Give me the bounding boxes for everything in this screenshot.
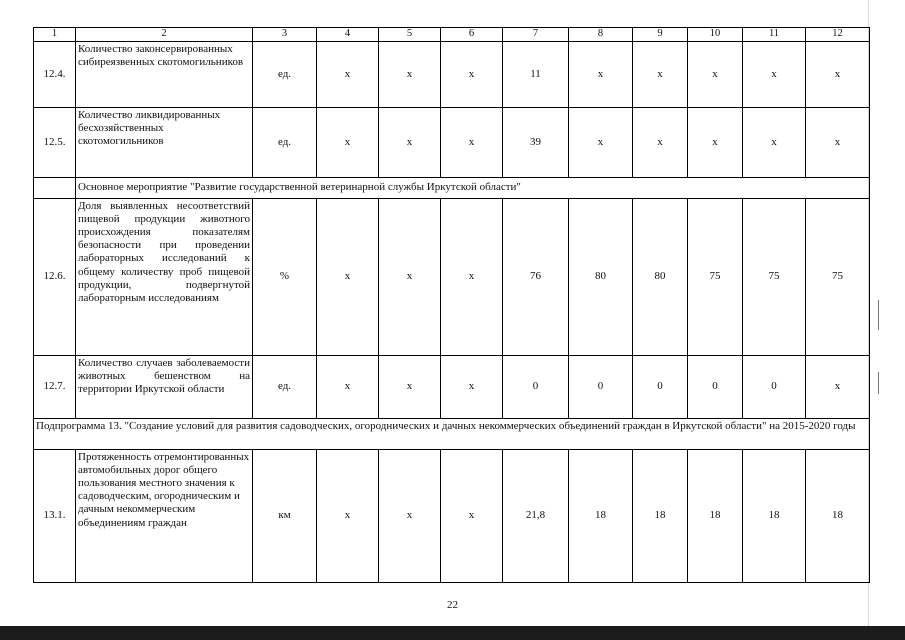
scan-mark — [878, 372, 879, 394]
indicator-name: Количество законсервированных сибиреязвенных скотомогильников — [76, 41, 253, 107]
value-cell: 21,8 — [503, 449, 569, 582]
page-number: 22 — [447, 599, 458, 611]
value-cell: x — [633, 107, 688, 177]
unit-cell: ед. — [253, 355, 317, 418]
value-cell: x — [633, 41, 688, 107]
value-cell: x — [379, 198, 441, 355]
scan-mark — [878, 300, 879, 330]
value-cell: x — [317, 355, 379, 418]
value-cell: 18 — [633, 449, 688, 582]
value-cell: x — [569, 107, 633, 177]
value-cell: 0 — [688, 355, 743, 418]
value-cell: x — [317, 449, 379, 582]
value-cell: x — [688, 41, 743, 107]
value-cell: x — [688, 107, 743, 177]
value-cell: 0 — [569, 355, 633, 418]
header-cell: 4 — [317, 28, 379, 42]
unit-cell: ед. — [253, 41, 317, 107]
value-cell: 76 — [503, 198, 569, 355]
value-cell: 0 — [633, 355, 688, 418]
value-cell: x — [317, 41, 379, 107]
value-cell: x — [379, 449, 441, 582]
scan-edge-right — [868, 0, 905, 640]
value-cell: x — [379, 107, 441, 177]
row-number: 12.7. — [34, 355, 76, 418]
table-row — [34, 449, 870, 582]
table-row — [34, 107, 870, 177]
value-cell: x — [441, 449, 503, 582]
value-cell: x — [441, 41, 503, 107]
header-cell: 2 — [76, 28, 253, 42]
value-cell: x — [441, 107, 503, 177]
value-cell: x — [317, 107, 379, 177]
section-title: Основное мероприятие "Развитие государственной ветеринарной службы Иркутской области" — [76, 177, 870, 198]
indicator-name: Доля выявленных несоответствий пищевой продукции животного происхождения показателям безопасности при проведении лабораторных исследований к общему количеству проб пищевой продукции, подвергнутой лабораторным исследованиям — [76, 198, 253, 355]
value-cell: x — [806, 107, 870, 177]
header-cell: 11 — [743, 28, 806, 42]
row-number: 12.6. — [34, 198, 76, 355]
value-cell: 11 — [503, 41, 569, 107]
value-cell: x — [806, 41, 870, 107]
indicator-name: Количество ликвидированных бесхозяйственных скотомогильников — [76, 107, 253, 177]
value-cell: x — [743, 107, 806, 177]
value-cell: x — [441, 198, 503, 355]
header-cell: 10 — [688, 28, 743, 42]
scan-edge-bottom — [0, 626, 905, 640]
empty-cell — [34, 177, 76, 198]
value-cell: x — [441, 355, 503, 418]
value-cell: 0 — [743, 355, 806, 418]
header-cell: 6 — [441, 28, 503, 42]
unit-cell: км — [253, 449, 317, 582]
value-cell: 0 — [503, 355, 569, 418]
header-row — [34, 28, 870, 42]
header-cell: 5 — [379, 28, 441, 42]
table-frame — [33, 27, 869, 587]
indicators-table — [33, 27, 870, 583]
value-cell: x — [317, 198, 379, 355]
header-cell: 7 — [503, 28, 569, 42]
header-cell: 1 — [34, 28, 76, 42]
value-cell: 18 — [806, 449, 870, 582]
value-cell: 75 — [688, 198, 743, 355]
row-number: 12.5. — [34, 107, 76, 177]
unit-cell: ед. — [253, 107, 317, 177]
value-cell: 75 — [743, 198, 806, 355]
row-number: 12.4. — [34, 41, 76, 107]
subprogram-title: Подпрограмма 13. "Создание условий для развития садоводческих, огороднических и дачных некоммерческих объединений граждан в Иркутской области" на 2015-2020 годы — [34, 418, 870, 449]
table-row — [34, 198, 870, 355]
value-cell: x — [379, 41, 441, 107]
subprogram-row — [34, 418, 870, 449]
header-cell: 12 — [806, 28, 870, 42]
value-cell: 18 — [688, 449, 743, 582]
value-cell: 80 — [569, 198, 633, 355]
unit-cell: % — [253, 198, 317, 355]
indicator-name: Протяженность отремонтированных автомобильных дорог общего пользования местного значения к садоводческим, огородническим и дачным некоммерческим объединениям граждан — [76, 449, 253, 582]
section-row — [34, 177, 870, 198]
header-cell: 3 — [253, 28, 317, 42]
table-row — [34, 41, 870, 107]
header-cell: 8 — [569, 28, 633, 42]
value-cell: x — [806, 355, 870, 418]
value-cell: 80 — [633, 198, 688, 355]
value-cell: x — [743, 41, 806, 107]
table-row — [34, 355, 870, 418]
value-cell: 75 — [806, 198, 870, 355]
indicator-name: Количество случаев заболеваемости животных бешенством на территории Иркутской области — [76, 355, 253, 418]
row-number: 13.1. — [34, 449, 76, 582]
value-cell: x — [569, 41, 633, 107]
value-cell: 18 — [569, 449, 633, 582]
header-cell: 9 — [633, 28, 688, 42]
value-cell: 18 — [743, 449, 806, 582]
value-cell: x — [379, 355, 441, 418]
value-cell: 39 — [503, 107, 569, 177]
